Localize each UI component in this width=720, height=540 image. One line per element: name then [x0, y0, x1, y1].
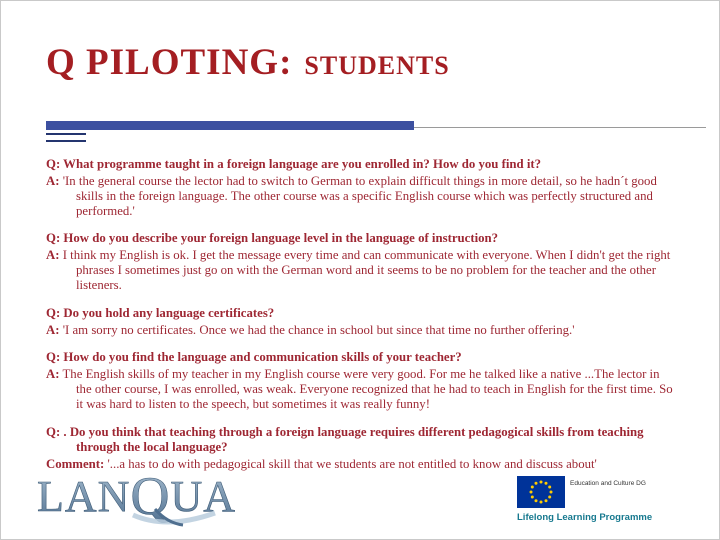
question: Q: How do you find the language and communication skills of your teacher?: [46, 350, 462, 365]
answer-label: A:: [46, 367, 60, 382]
answer-text: The English skills of my teacher in my English course were very good. For me he talked like a native ...The lector in the other course, I was enrolled, was weak. Everyone recognized that he had to teach in English for the first time. So it was hard to listen to the speech, but sometimes it was really funny!: [62, 367, 673, 411]
answer-label: A:: [46, 322, 60, 337]
answer-text: 'In the general course the lector had to switch to German to explain difficult things in more detail, so he hadn´t good skills in the foreign language. The other course was a specific English course which was perfectly structured and performed.': [62, 173, 657, 218]
eu-flag-icon: [517, 476, 565, 508]
svg-text:LANQUA: LANQUA: [37, 467, 236, 526]
qa-item: [46, 157, 676, 218]
qa-item: [46, 231, 676, 292]
slide-title-sub: STUDENTS: [304, 51, 450, 80]
qa-item: [46, 350, 676, 411]
llp-label: Lifelong Learning Programme: [517, 512, 653, 523]
comment-text: '...a has to do with pedagogical skill that we students are not entitled to know and discuss about': [107, 456, 597, 471]
lanqua-logo-graphic: [37, 467, 247, 533]
question: Q: . Do you think that teaching through a foreign language requires different pedagogical skills from teaching through the local language?: [46, 424, 644, 454]
question: Q: How do you describe your foreign language level in the language of instruction?: [46, 231, 499, 246]
answer: [46, 174, 676, 219]
answer-text: 'I am sorry no certificates. Once we had the chance in school but since that time no further offering.': [62, 322, 575, 337]
eu-dg-label: Education and Culture DG: [570, 480, 646, 487]
eu-programme-block: [517, 476, 667, 523]
title-divider-bar: [46, 121, 414, 130]
title-divider-accent: [46, 133, 86, 142]
slide-title: [46, 41, 450, 84]
question: Q: Do you hold any language certificates?: [46, 305, 275, 320]
slide-title-main: Q PILOTING:: [46, 42, 293, 83]
qa-item: [46, 425, 676, 472]
qa-content: [46, 157, 676, 484]
qa-item: [46, 306, 676, 338]
answer: [46, 323, 676, 338]
comment-label: Comment:: [46, 456, 105, 471]
answer-label: A:: [46, 173, 60, 188]
answer: [46, 367, 676, 412]
answer-label: A:: [46, 248, 60, 263]
answer-text: I think my English is ok. I get the message every time and can communicate with everyone. When I didn't get the right phrases I sometimes just go on with the German word and it seems to be no problem for the teacher and the other listeners.: [62, 248, 671, 292]
answer: [46, 248, 676, 293]
lanqua-logo: [37, 467, 247, 533]
question: Q: What programme taught in a foreign language are you enrolled in? How do you find it?: [46, 157, 542, 171]
